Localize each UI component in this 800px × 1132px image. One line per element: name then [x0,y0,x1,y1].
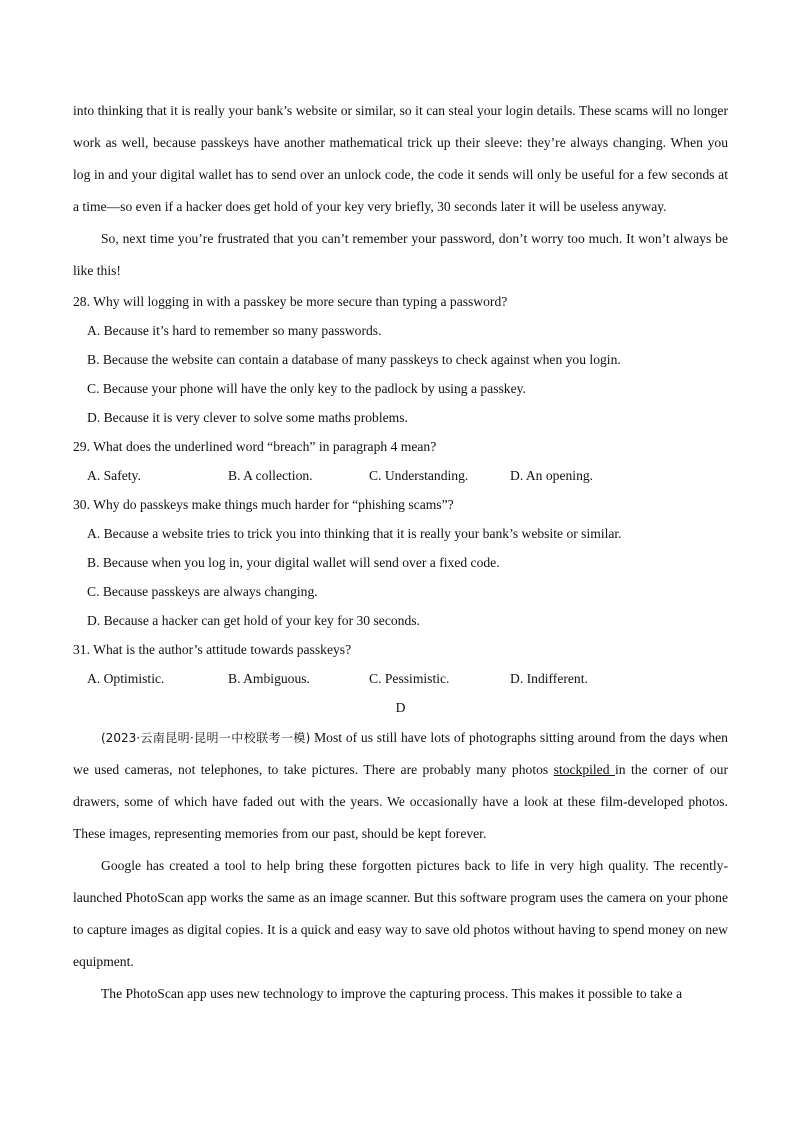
question-29-option-b: B. A collection. [228,468,313,483]
question-29-options [73,461,728,490]
question-30-option-c: C. Because passkeys are always changing. [87,584,318,599]
question-29-stem: 29. What does the underlined word “breach” in paragraph 4 mean? [73,439,437,454]
question-29-option-c: C. Understanding. [369,468,469,483]
question-29-option-d: D. An opening. [510,468,594,483]
text-area [73,95,728,1010]
passage-c-paragraph-1: into thinking that it is really your bank’s website or similar, so it can steal your login details. These scams will no longer work as well, because passkeys have another mathematical trick up their sleeve: they’re always changing. When you log in and your digital wallet has to send over an unlock code, the code it sends will only be useful for a few seconds at a time—so even if a hacker does get hold of your key very briefly, 30 seconds later it will be useless anyway. [73,103,728,214]
section-d-heading: D [395,700,406,715]
section-d-source: (2023·云南昆明·昆明一中校联考一模) [101,731,311,745]
question-30-option-d: D. Because a hacker can get hold of your key for 30 seconds. [87,613,420,628]
question-30-option-a: A. Because a website tries to trick you into thinking that it is really your bank’s website or similar. [87,526,622,541]
question-31-option-c: C. Pessimistic. [369,671,450,686]
question-28-option-c: C. Because your phone will have the only key to the padlock by using a passkey. [87,381,526,396]
section-d-paragraph-1 [73,722,728,850]
section-d-paragraph-1-after: in the corner of our drawers, some of which have faded out with the years. We occasionally have a look at these film-developed photos. These images, representing memories from our past, should be kept forever. [73,762,728,841]
question-31-stem: 31. What is the author’s attitude towards passkeys? [73,642,352,657]
question-30-option-b: B. Because when you log in, your digital wallet will send over a fixed code. [87,555,500,570]
passage-c-paragraph-2: So, next time you’re frustrated that you can’t remember your password, don’t worry too much. It won’t always be like this! [73,231,728,278]
question-28-stem: 28. Why will logging in with a passkey be more secure than typing a password? [73,294,508,309]
question-29-option-a: A. Safety. [87,468,141,483]
question-30-stem: 30. Why do passkeys make things much harder for “phishing scams”? [73,497,454,512]
section-d-paragraph-3: The PhotoScan app uses new technology to improve the capturing process. This makes it possible to take a [101,986,683,1001]
question-31-option-a: A. Optimistic. [87,671,165,686]
question-28-option-b: B. Because the website can contain a database of many passkeys to check against when you login. [87,352,621,367]
section-d-paragraph-1-before: Most of us still have lots of photographs sitting around from the days when we used cameras, not telephones, to take pictures. There are probably many photos [73,730,728,777]
question-31-option-b: B. Ambiguous. [228,671,310,686]
underlined-word-stockpiled: stockpiled [553,762,615,777]
section-d-paragraph-2: Google has created a tool to help bring these forgotten pictures back to life in very high quality. The recently-launched PhotoScan app works the same as an image scanner. But this software program uses the camera on your phone to capture images as digital copies. It is a quick and easy way to save old photos without having to spend money on new equipment. [73,858,728,969]
question-28-option-d: D. Because it is very clever to solve some maths problems. [87,410,408,425]
question-28-option-a: A. Because it’s hard to remember so many passwords. [87,323,382,338]
question-31-options [73,664,728,693]
question-31-option-d: D. Indifferent. [510,671,588,686]
